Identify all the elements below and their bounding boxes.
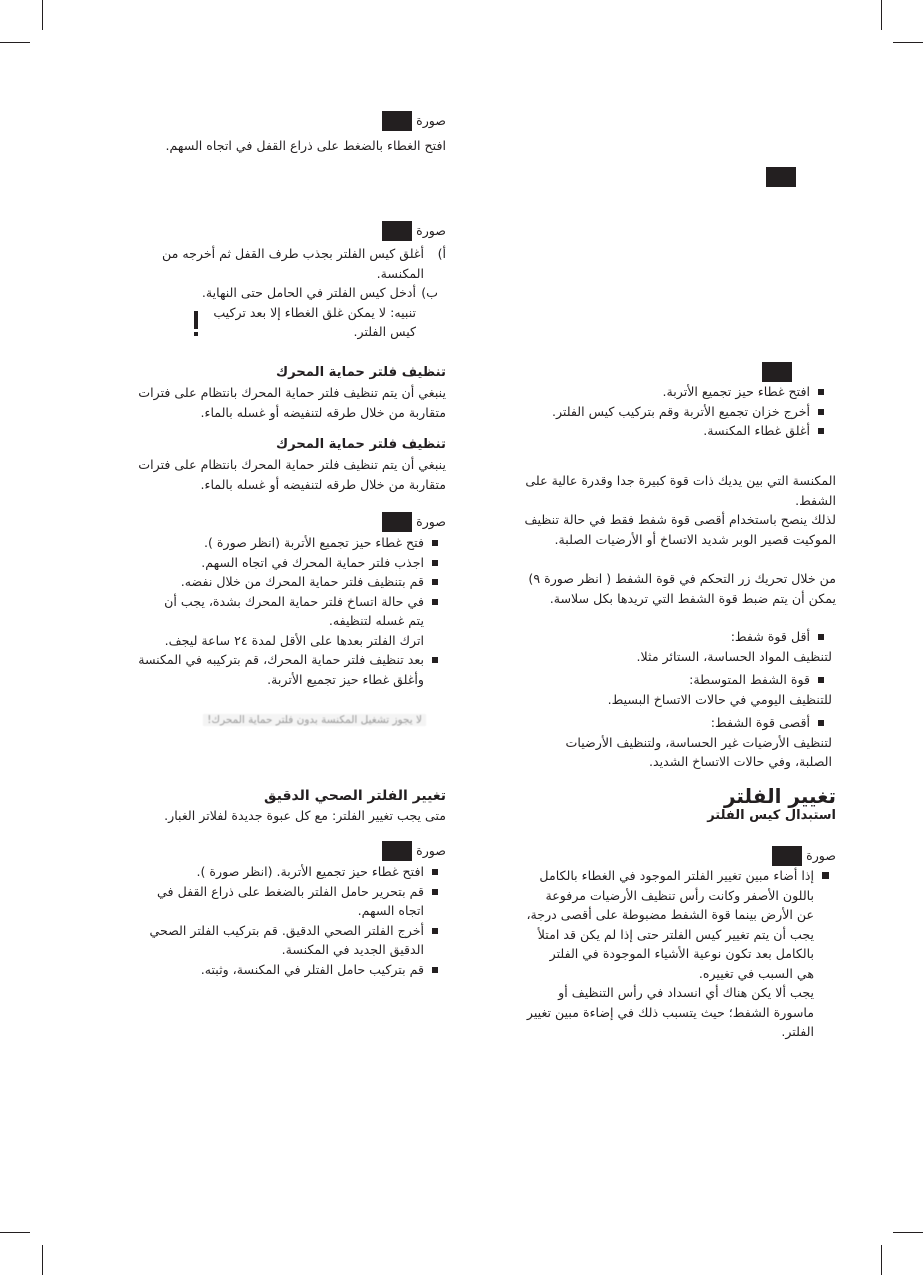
- list-item-text: اجذب فلتر حماية المحرك في اتجاه السهم.: [201, 554, 424, 570]
- list-item: [100, 553, 446, 573]
- step-text: المكنسة.: [376, 265, 424, 281]
- list-item-text: افتح غطاء حيز تجميع الأتربة. (انظر صورة ).: [196, 864, 424, 879]
- list-item: [100, 921, 446, 960]
- figure-word: صورة: [416, 843, 446, 859]
- figure-4-section: [100, 841, 446, 979]
- list-item-text: فتح غطاء حيز تجميع الأتربة (انظر صورة ).: [204, 535, 424, 550]
- figure-label: [490, 846, 836, 866]
- list-item-text: أغلق غطاء المكنسة.: [703, 423, 810, 438]
- list-item: [490, 402, 832, 422]
- dry-note: اترك الفلتر بعدها على الأقل لمدة ٢٤ ساعة ليجف.: [164, 632, 424, 648]
- figure-number-box: [766, 167, 796, 187]
- instruction-text: افتح الغطاء بالضغط على ذراع القفل في اتجاه السهم.: [165, 138, 446, 153]
- figure-3-section: [100, 512, 446, 689]
- bullet-icon: [424, 960, 446, 973]
- list-item: [490, 421, 832, 441]
- figure-label: [100, 841, 446, 861]
- list-item-text: لتنظيف المواد الحساسة، الستائر مثلا.: [636, 648, 832, 664]
- paragraph-line: من خلال تحريك زر التحكم في قوة الشفط ( انظر صورة ٩): [528, 571, 836, 586]
- section-heading: تنظيف فلتر حماية المحرك: [275, 437, 446, 452]
- bullet-icon: [810, 627, 832, 640]
- page-title: تغيير الفلتر: [723, 784, 836, 808]
- bullet-icon: [810, 670, 832, 683]
- paragraph-line: لذلك ينصح باستخدام أقصى قوة شفط فقط في حالة تنظيف: [524, 512, 836, 527]
- bullet-icon: [424, 592, 446, 605]
- list-item: [490, 627, 836, 647]
- filter-change-section: [490, 785, 836, 824]
- bullet-icon: [810, 402, 832, 415]
- figure-number-box: [382, 512, 412, 532]
- section-heading: تنظيف فلتر حماية المحرك: [275, 365, 446, 380]
- figure-word: صورة: [416, 223, 446, 239]
- list-item: [490, 670, 836, 690]
- list-item-text: قم بتحرير حامل الفلتر بالضغط على ذراع القفل في: [157, 883, 424, 899]
- crop-mark: [0, 1232, 30, 1233]
- crop-mark: [893, 1232, 923, 1233]
- list-item-text: قم بتنظيف فلتر حماية المحرك من خلال نفضه.: [180, 574, 424, 589]
- motor-filter-section-1: [100, 363, 446, 422]
- paragraph-line: يمكن أن يتم ضبط قوة الشفط التي تريدها بكل سلاسة.: [549, 590, 836, 606]
- hepa-filter-section: [100, 786, 446, 826]
- figure-word: صورة: [416, 113, 446, 129]
- bullet-icon: [424, 572, 446, 585]
- section-subtitle: استبدال كيس الفلتر: [707, 808, 836, 823]
- crop-mark: [893, 42, 923, 43]
- figure-number-box: [772, 846, 802, 866]
- list-item-text: بالكامل بعد تكون نوعية الأشياء الموجودة في الفلتر: [549, 946, 814, 961]
- bullet-icon: [424, 921, 446, 934]
- step-a: [100, 244, 446, 283]
- bullet-icon: [424, 533, 446, 546]
- warning-text: تنبيه: لا يمكن غلق الغطاء إلا بعد تركيب: [213, 304, 416, 320]
- list-item-title: قوة الشفط المتوسطة:: [689, 672, 810, 687]
- motor-filter-section-2: [100, 435, 446, 494]
- bullet-icon: [424, 650, 446, 663]
- suction-control-paragraph: [490, 569, 836, 608]
- warning-note: [100, 303, 446, 342]
- step-text: أدخل كيس الفلتر في الحامل حتى النهاية.: [201, 285, 416, 300]
- warning-text: كيس الفلتر.: [353, 324, 416, 339]
- list-item-text: اتجاه السهم.: [357, 903, 424, 918]
- figure-2-section: [100, 221, 446, 342]
- figure-5-section: [490, 362, 836, 441]
- suction-levels-list: [490, 627, 836, 772]
- faded-warning-text: لا يجوز تشغيل المكنسة بدون فلتر حماية المحرك!: [203, 714, 426, 726]
- figure-word: صورة: [806, 848, 836, 864]
- list-item-text: الصلبة، وفي حالات الاتساخ الشديد.: [648, 754, 832, 769]
- step-marker: ب): [421, 285, 438, 300]
- list-item-title: أقل قوة شفط:: [730, 629, 810, 644]
- list-item: [100, 592, 446, 631]
- figure-number-box: [382, 841, 412, 861]
- figure-6-section: [490, 846, 836, 1042]
- paragraph-line: الشفط.: [795, 492, 836, 508]
- list-item-text: عن الأرض بينما قوة الشفط مضبوطة على أقصى درجة،: [526, 907, 814, 922]
- list-item: [100, 862, 446, 882]
- figure-number-box: [762, 362, 792, 382]
- paragraph-line: ينبغي أن يتم تنظيف فلتر حماية المحرك بانتظام على فترات: [138, 385, 446, 400]
- list-item: [490, 382, 832, 402]
- list-item: [100, 960, 446, 980]
- faded-warning: [207, 712, 426, 728]
- suction-power-paragraph: [490, 471, 836, 549]
- paragraph-line: ينبغي أن يتم تنظيف فلتر حماية المحرك بانتظام على فترات: [138, 457, 446, 472]
- list-item: [100, 533, 446, 553]
- paragraph-line: متى يجب تغيير الفلتر: مع كل عبوة جديدة لفلاتر الغبار.: [164, 808, 446, 823]
- list-item: [100, 572, 446, 592]
- bullet-icon: [810, 421, 832, 434]
- exclamation-icon: [179, 303, 213, 336]
- paragraph-line: الموكيت قصير الوبر شديد الاتساخ أو الأرضيات الصلبة.: [554, 531, 836, 547]
- list-item-text: وأغلق غطاء حيز تجميع الأتربة.: [267, 671, 424, 687]
- step-text: أغلق كيس الفلتر بجذب طرف القفل ثم أخرجه من: [162, 246, 424, 261]
- crop-mark: [0, 42, 30, 43]
- list-item: [490, 866, 836, 1042]
- figure-number-box: [382, 111, 412, 131]
- list-item-text: قم بتركيب حامل الفتلر في المكنسة، وثبته.: [200, 961, 424, 977]
- list-item-text: يجب أن يتم تغيير كيس الفلتر حتى إذا لم يكن قد امتلأ: [537, 926, 814, 942]
- crop-mark: [881, 1245, 882, 1275]
- figure-word: صورة: [416, 514, 446, 530]
- list-item: [100, 882, 446, 921]
- figure-label: [100, 512, 446, 532]
- list-item: [490, 713, 836, 733]
- paragraph-line: متقاربة من خلال طرقه لتنفيضه أو غسله بالماء.: [200, 404, 446, 420]
- paragraph-line: المكنسة التي بين يديك ذات قوة كبيرة جدا وقدرة عالية على: [525, 473, 836, 488]
- figure-number-box: [382, 221, 412, 241]
- list-item-text: افتح غطاء حيز تجميع الأتربة.: [662, 384, 810, 399]
- figure-label: [100, 111, 446, 131]
- list-item-text: هي السبب في تغييره.: [698, 965, 814, 981]
- step-b: [100, 283, 446, 303]
- bullet-icon: [424, 862, 446, 875]
- list-item-text: بعد تنظيف فلتر حماية المحرك، قم بتركيبه في المكنسة: [138, 652, 424, 667]
- list-item-text: باللون الأصفر وكانت رأس تنظيف الأرضيات مرفوعة: [545, 887, 814, 903]
- crop-mark: [42, 0, 43, 30]
- section-heading: تغيير الفلتر الصحي الدقيق: [264, 788, 446, 804]
- note-text: الفلتر.: [781, 1024, 814, 1039]
- bullet-icon: [424, 553, 446, 566]
- note-text: يجب ألا يكن هناك أي انسداد في رأس التنظيف أو: [558, 985, 814, 1000]
- list-item-text: أخرج الفلتر الصحي الدقيق. قم بتركيب الفلتر الصحي: [149, 922, 424, 938]
- list-item-text: للتنظيف اليومي في حالات الاتساخ البسيط.: [607, 691, 832, 707]
- paragraph-line: متقاربة من خلال طرقه لتنفيضه أو غسله بالماء.: [200, 476, 446, 492]
- crop-mark: [42, 1245, 43, 1275]
- bullet-icon: [810, 713, 832, 726]
- figure-1-section: [100, 111, 446, 156]
- note-text: ماسورة الشفط؛ حيث يتسبب ذلك في إضاءة مبين تغيير: [526, 1004, 814, 1020]
- figure-label: [100, 221, 446, 241]
- list-item-title: أقصى قوة الشفط:: [710, 715, 810, 730]
- list-item-text: إذا أضاء مبين تغيير الفلتر الموجود في الغطاء بالكامل: [539, 868, 814, 883]
- list-item-text: يتم غسله لتنظيفه.: [328, 613, 424, 628]
- bullet-icon: [424, 882, 446, 895]
- list-item-text: في حالة اتساخ فلتر حماية المحرك بشدة، يجب أن: [164, 593, 424, 609]
- bullet-icon: [814, 866, 836, 879]
- list-item-text: لتنظيف الأرضيات غير الحساسة، ولتنظيف الأرضيات: [565, 734, 832, 750]
- list-item: [100, 650, 446, 689]
- list-item-text: أخرج خزان تجميع الأتربة وقم بتركيب كيس الفلتر.: [551, 403, 810, 419]
- crop-mark: [881, 0, 882, 30]
- step-marker: أ): [437, 246, 446, 261]
- list-item-text: الدقيق الجديد في المكنسة.: [281, 942, 424, 957]
- bullet-icon: [810, 382, 832, 395]
